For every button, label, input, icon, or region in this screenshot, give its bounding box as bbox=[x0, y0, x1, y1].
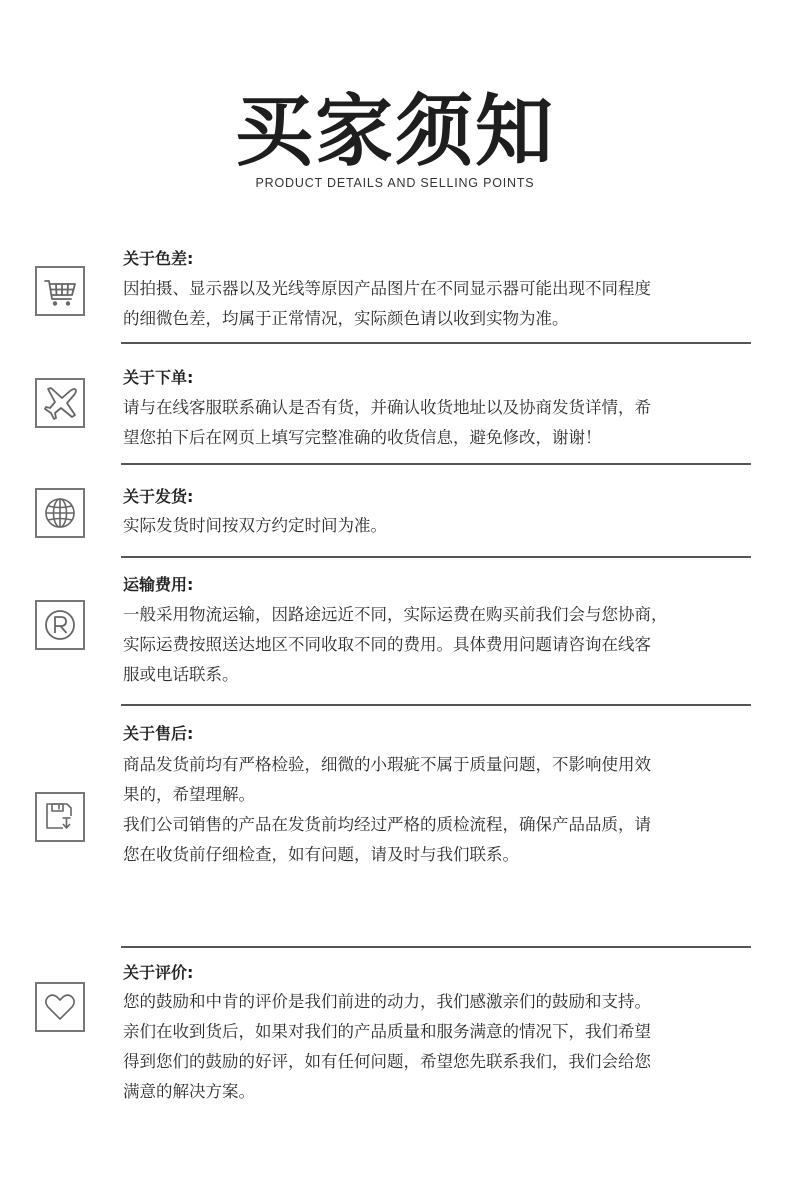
section-divider bbox=[121, 556, 751, 558]
section-divider bbox=[121, 946, 751, 948]
shopping-cart-icon bbox=[35, 266, 85, 316]
section-divider bbox=[121, 704, 751, 706]
section-title-shipping: 关于发货: bbox=[123, 487, 194, 506]
section-title-color: 关于色差: bbox=[123, 249, 194, 268]
section-divider bbox=[121, 463, 751, 465]
heart-icon bbox=[35, 982, 85, 1032]
section-title-aftersales: 关于售后: bbox=[123, 724, 194, 743]
section-text-color bbox=[123, 274, 735, 334]
page-subtitle: PRODUCT DETAILS AND SELLING POINTS bbox=[255, 176, 535, 190]
text-line: 请与在线客服联系确认是否有货，并确认收货地址以及协商发货详情，希 bbox=[123, 398, 651, 417]
return-box-icon bbox=[35, 792, 85, 842]
section-text-reviews bbox=[123, 987, 735, 1107]
text-line: 您的鼓励和中肯的评价是我们前进的动力，我们感激亲们的鼓励和支持。 bbox=[123, 992, 651, 1011]
text-line: 果的，希望理解。 bbox=[123, 785, 255, 804]
text-line: 我们公司销售的产品在发货前均经过严格的质检流程，确保产品品质，请 bbox=[123, 815, 651, 834]
registered-icon bbox=[35, 600, 85, 650]
section-divider bbox=[121, 342, 751, 344]
text-line: 实际发货时间按双方约定时间为准。 bbox=[123, 516, 387, 535]
text-line: 一般采用物流运输，因路途远近不同，实际运费在购买前我们会与您协商， bbox=[123, 605, 668, 624]
section-text-aftersales bbox=[123, 750, 735, 870]
section-title-reviews: 关于评价: bbox=[123, 963, 194, 982]
section-text-order bbox=[123, 393, 735, 453]
text-line: 服或电话联系。 bbox=[123, 665, 239, 684]
text-line: 实际运费按照送达地区不同收取不同的费用。具体费用问题请咨询在线客 bbox=[123, 635, 651, 654]
text-line: 因拍摄、显示器以及光线等原因产品图片在不同显示器可能出现不同程度 bbox=[123, 279, 651, 298]
text-line: 得到您们的鼓励的好评，如有任何问题，希望您先联系我们，我们会给您 bbox=[123, 1052, 651, 1071]
section-title-order: 关于下单: bbox=[123, 368, 194, 387]
text-line: 商品发货前均有严格检验，细微的小瑕疵不属于质量问题，不影响使用效 bbox=[123, 755, 651, 774]
text-line: 望您拍下后在网页上填写完整准确的收货信息，避免修改，谢谢！ bbox=[123, 428, 602, 447]
text-line: 您在收货前仔细检查，如有问题，请及时与我们联系。 bbox=[123, 845, 519, 864]
section-text-freight bbox=[123, 600, 735, 690]
section-text-shipping bbox=[123, 511, 735, 541]
text-line: 的细微色差，均属于正常情况，实际颜色请以收到实物为准。 bbox=[123, 309, 569, 328]
section-title-freight: 运输费用: bbox=[123, 575, 194, 594]
page-title: 买家须知 bbox=[234, 87, 555, 177]
globe-icon bbox=[35, 488, 85, 538]
airplane-icon bbox=[35, 378, 85, 428]
text-line: 满意的解决方案。 bbox=[123, 1082, 255, 1101]
text-line: 亲们在收到货后，如果对我们的产品质量和服务满意的情况下，我们希望 bbox=[123, 1022, 651, 1041]
